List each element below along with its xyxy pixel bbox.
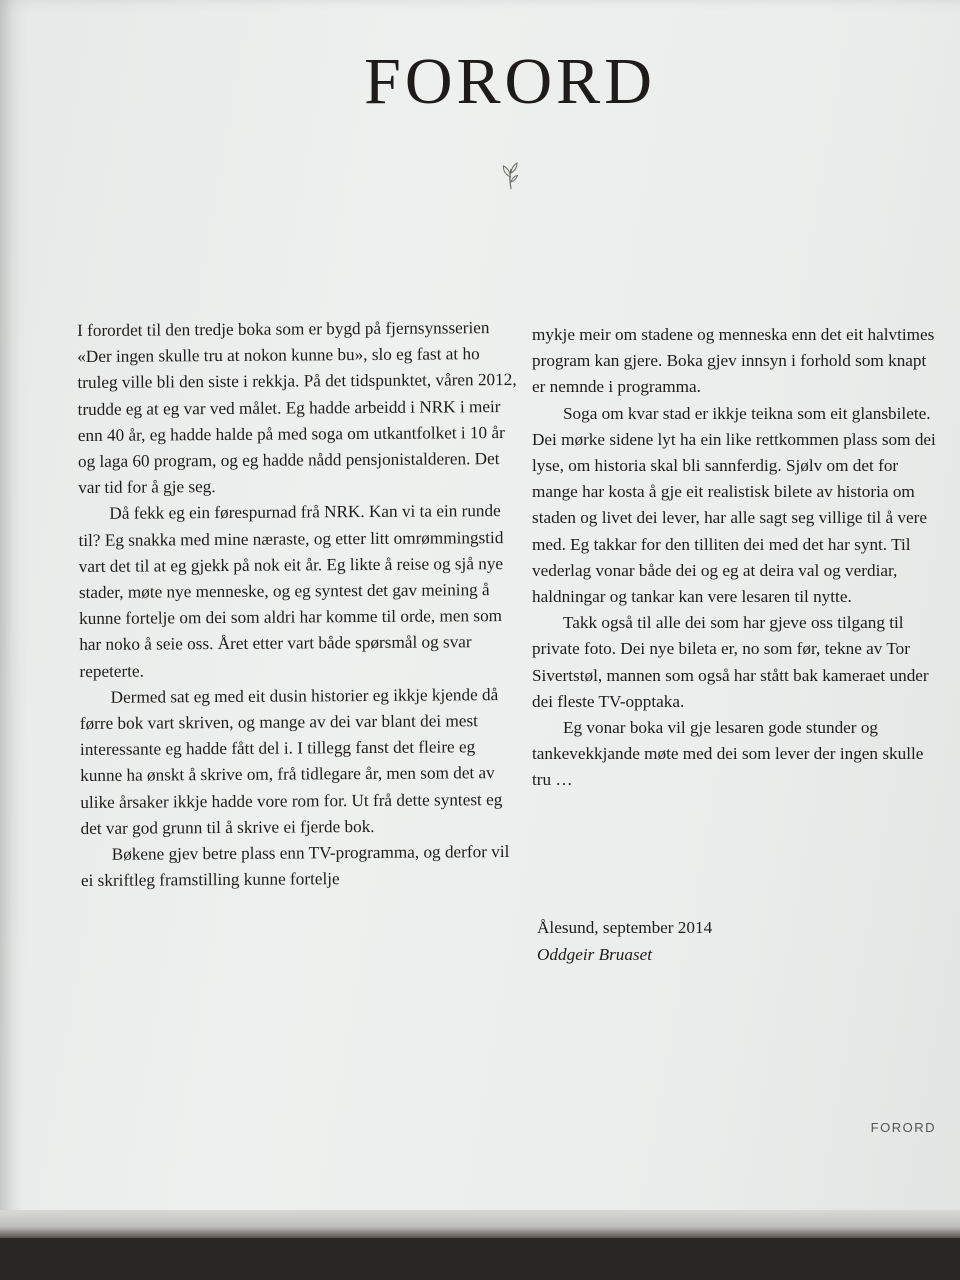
paragraph: mykje meir om stadene og menneska enn det eit halvtimes program kan gjere. Boka gjev innsyn i forhold som knapt er nemnde i programma. (532, 325, 935, 397)
paragraph: Soga om kvar stad er ikkje teikna som eit glansbilete. Dei mørke sidene lyt ha ein like rettkommen plass som dei lyse, om historia skal bli sannferdig. Sjølv om det for mange har kosta å gje eit realistisk bilete av historia om staden og livet dei lever, har alle sagt seg villige til å vere med. Eg takkar for den tilliten dei med det har synt. Til vederlag vonar både dei og eg at deira val og verdiar, haldningar og tankar kan vere lesaren til nytte. (532, 403, 936, 607)
paragraph: Då fekk eg ein førespurnad frå NRK. Kan vi ta ein runde til? Eg snakka med mine næraste, og etter litt omrømmingstid vart det til at eg gjekk på nok eit år. Eg likte å reise og sjå nye stader, møte nye menneske, og eg syntest det gav meining å kunne fortelje om dei som aldri har komme til orde, men som har noko å seie oss. Året etter vart både spørsmål og svar repeterte. (78, 501, 504, 681)
place-date: Ålesund, september 2014 (537, 918, 713, 937)
page-edge (0, 1210, 960, 1238)
author-name: Oddgeir Bruaset (537, 945, 653, 964)
paragraph: Eg vonar boka vil gje lesaren gode stunder og tankevekkjande møte med dei som lever der ingen skulle tru … (532, 718, 924, 790)
paragraph: Takk også til alle dei som har gjeve oss tilgang til private foto. Dei nye bileta er, no som før, tekne av Tor Sivertstøl, mannen som også har stått bak kameraet under dei fleste TV-opptaka. (532, 613, 929, 711)
chapter-title: FORORD (364, 45, 656, 118)
right-text-column (532, 322, 937, 794)
running-head: FORORD (870, 1120, 936, 1135)
signoff (537, 914, 712, 968)
paragraph: I forordet til den tredje boka som er bygd på fjernsynsserien «Der ingen skulle tru at nokon kunne bu», slo eg fast at ho truleg ville bli den siste i rekkja. På det tidspunktet, våren 2012, trudde eg at eg var ved målet. Eg hadde arbeidd i NRK i meir enn 40 år, eg hadde halde på med soga om utkantfolket i 10 år og laga 60 program, og eg hadde nådd pensjonistalderen. Det var tid for å gje seg. (77, 318, 517, 498)
left-text-column (77, 315, 521, 895)
leaf-sprig-icon (498, 160, 524, 190)
paragraph: Dermed sat eg med eit dusin historier eg ikkje kjende då førre bok vart skriven, og mange av dei var blant dei mest interessante eg hadde fått del i. I tillegg fanst det fleire eg kunne ha ønskt å skrive om, frå tidlegare år, men som det av ulike årsaker ikkje hadde vore rom for. Ut frå dette syntest eg det var god grunn til å skrive ei fjerde bok. (79, 684, 503, 838)
paragraph: Bøkene gjev betre plass enn TV-programma, og derfor vil ei skriftleg framstilling kunne fortelje (80, 842, 510, 891)
